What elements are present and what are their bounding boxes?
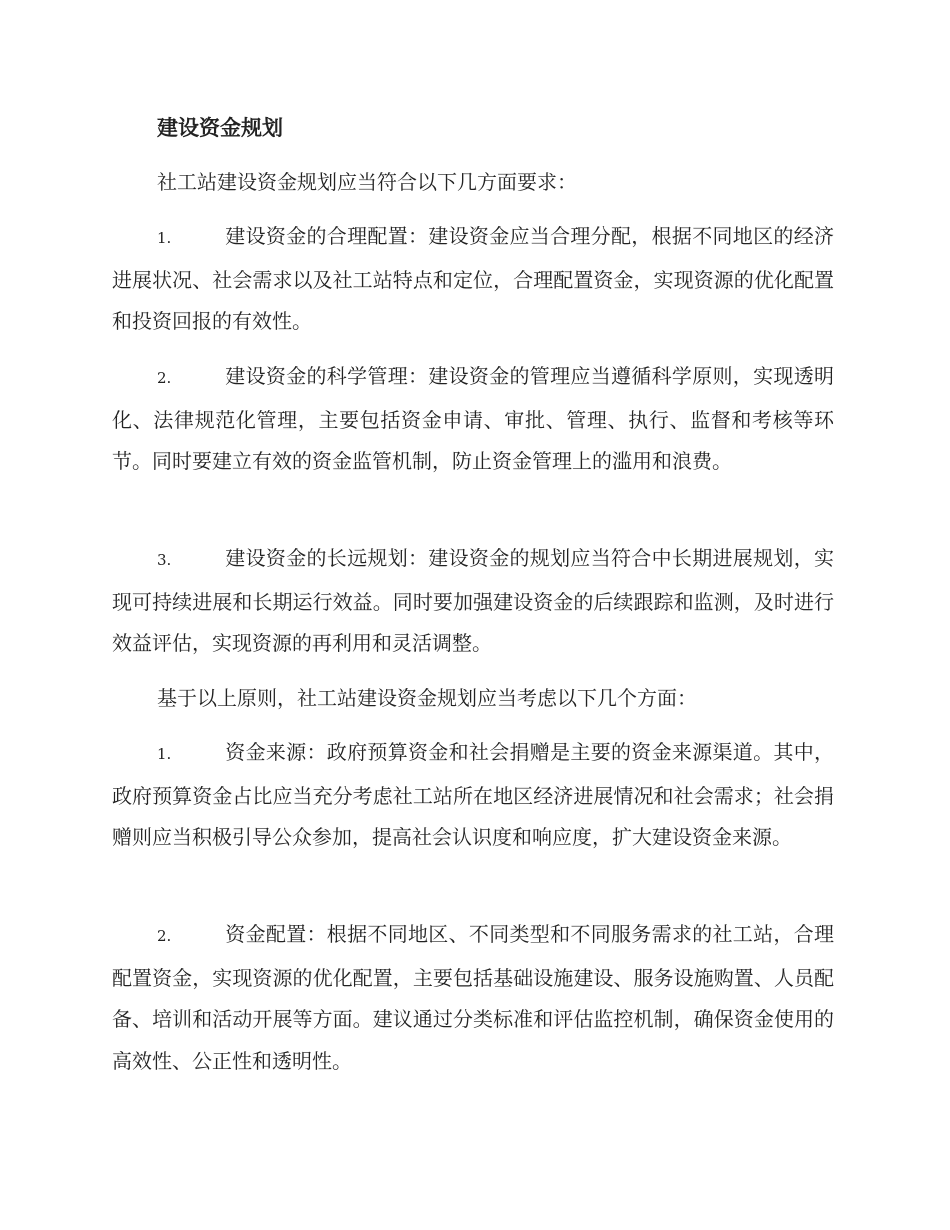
requirement-item-3 xyxy=(112,538,834,665)
list-number: 3. xyxy=(157,551,172,569)
aspect-text: 资金来源：政府预算资金和社会捐赠是主要的资金来源渠道。其中，政府预算资金占比应当充分考虑社工站所在地区经济进展情况和社会需求；社会捐赠则应当积极引导公众参加，提高社会认识度和响应度，扩大建设资金来源。 xyxy=(112,740,834,849)
list-number: 1. xyxy=(157,745,172,763)
list-number: 2. xyxy=(157,927,172,945)
requirement-item-2 xyxy=(112,356,834,483)
aspect-text: 资金配置：根据不同地区、不同类型和不同服务需求的社工站，合理配置资金，实现资源的优化配置，主要包括基础设施建设、服务设施购置、人员配备、培训和活动开展等方面。建议通过分类标准和评估监控机制，确保资金使用的高效性、公正性和透明性。 xyxy=(112,922,834,1073)
aspect-item-2 xyxy=(112,914,834,1082)
requirement-text: 建设资金的合理配置：建设资金应当合理分配，根据不同地区的经济进展状况、社会需求以及社工站特点和定位，合理配置资金，实现资源的优化配置和投资回报的有效性。 xyxy=(112,224,834,333)
aspects-intro: 基于以上原则，社工站建设资金规划应当考虑以下几个方面： xyxy=(157,686,697,710)
list-number: 1. xyxy=(157,229,172,247)
aspect-item-1 xyxy=(112,732,834,859)
requirement-text: 建设资金的科学管理：建设资金的管理应当遵循科学原则，实现透明化、法律规范化管理，主要包括资金申请、审批、管理、执行、监督和考核等环节。同时要建立有效的资金监管机制，防止资金管理上的滥用和浪费。 xyxy=(112,364,834,473)
section-title: 建设资金规划 xyxy=(157,115,283,140)
requirement-item-1 xyxy=(112,216,834,343)
requirements-intro: 社工站建设资金规划应当符合以下几方面要求： xyxy=(157,170,577,194)
requirement-text: 建设资金的长远规划：建设资金的规划应当符合中长期进展规划，实现可持续进展和长期运行效益。同时要加强建设资金的后续跟踪和监测，及时进行效益评估，实现资源的再利用和灵活调整。 xyxy=(112,546,834,655)
list-number: 2. xyxy=(157,369,172,387)
